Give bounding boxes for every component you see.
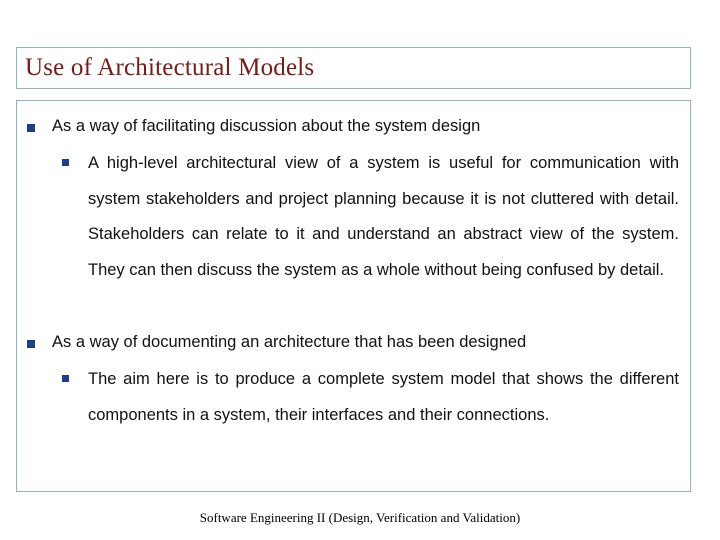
square-bullet-icon: [27, 124, 35, 132]
footer-text: Software Engineering II (Design, Verification and Validation): [199, 510, 521, 525]
square-bullet-icon: [62, 375, 69, 382]
slide-title: Use of Architectural Models: [25, 54, 315, 81]
bullet-text: As a way of facilitating discussion about the system design: [52, 117, 481, 135]
bullet-text: As a way of documenting an architecture that has been designed: [52, 333, 527, 351]
square-bullet-icon: [27, 340, 35, 348]
square-bullet-icon: [62, 159, 69, 166]
sub-bullet-text: A high-level architectural view of a system is useful for communication with system stakeholders and project planning because it is not cluttered with detail. Stakeholders can relate to it and understand an abstract view of the system. They can then discuss the system as a whole without being confused by detail.: [88, 154, 679, 279]
sub-bullet-text: The aim here is to produce a complete system model that shows the different components in a system, their interfaces and their connections.: [88, 370, 679, 424]
title-box: [16, 47, 691, 89]
